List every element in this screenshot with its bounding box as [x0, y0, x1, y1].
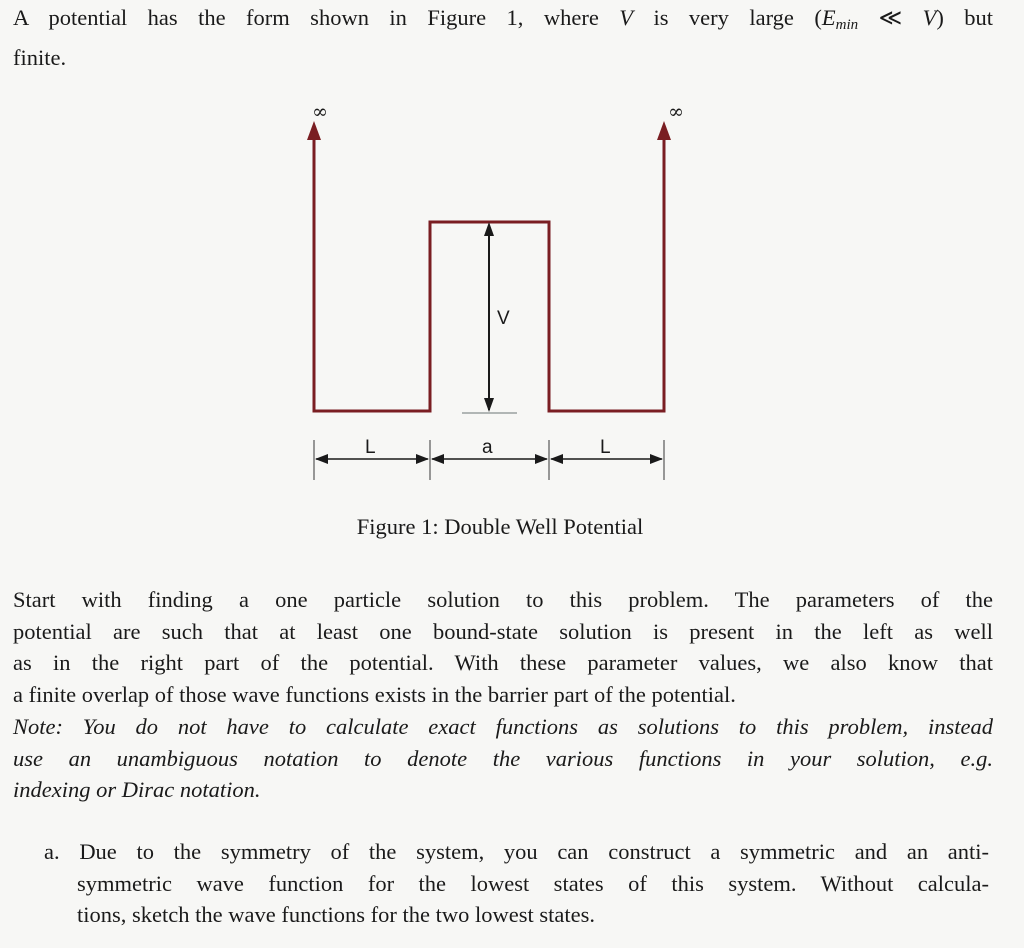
barrier-width-label: a: [482, 437, 493, 458]
dim-arrow-left-well-head-left: [315, 454, 328, 464]
infinity-left-label: ∞: [312, 101, 328, 123]
barrier-arrow-top-head: [484, 222, 494, 236]
question-a-line: tions, sketch the wave functions for the two lowest states.: [77, 902, 596, 927]
intro-var-v: V: [619, 5, 634, 30]
dim-arrow-barrier-head-left: [431, 454, 444, 464]
intro-emin: E: [821, 5, 836, 30]
body-line: as in the right part of the potential. With these parameter values, we also know that: [13, 650, 993, 675]
barrier-arrow-bottom-head: [484, 398, 494, 412]
dim-arrow-right-well-head-left: [550, 454, 563, 464]
question-a-text: Due to the symmetry of the system, you can construct a symmetric and an anti-: [79, 839, 990, 864]
body-paragraph: [13, 584, 993, 710]
note-line: Note: You do not have to calculate exact functions as solutions to this problem, instead: [13, 714, 993, 739]
intro-text-start: A potential has the form shown in Figure 1, where: [13, 5, 599, 30]
body-line: a finite overlap of those wave functions exists in the barrier part of the potential.: [13, 681, 736, 707]
dim-arrow-left-well-head-right: [416, 454, 429, 464]
dim-arrow-barrier-head-right: [535, 454, 548, 464]
intro-emin-subscript: min: [835, 17, 859, 33]
intro-text-end: ) but: [936, 5, 994, 30]
body-line: potential are such that at least one bound-state solution is present in the left as well: [13, 618, 993, 644]
intro-text-mid: is very large (: [653, 5, 822, 30]
figure-caption: Figure 1: Double Well Potential: [356, 514, 644, 539]
question-a: [44, 836, 989, 931]
note-paragraph: [13, 711, 993, 806]
dim-arrow-right-well-head-right: [650, 454, 663, 464]
question-a-line-1: [44, 836, 989, 868]
question-a-marker: a.: [44, 839, 60, 864]
right-well-width-label: L: [600, 437, 611, 458]
intro-var-v2: V: [922, 5, 937, 30]
note-line: indexing or Dirac notation.: [13, 777, 261, 802]
body-line: Start with finding a one particle solution to this problem. The parameters of the: [13, 587, 993, 612]
question-a-line: symmetric wave function for the lowest states of this system. Without calcula-: [77, 870, 989, 896]
note-line: use an unambiguous notation to denote the various functions in your solution, e.g.: [13, 745, 993, 771]
right-wall-arrowhead: [657, 121, 671, 140]
left-well-width-label: L: [365, 437, 376, 458]
left-wall-arrowhead: [307, 121, 321, 140]
infinity-right-label: ∞: [668, 101, 684, 123]
barrier-height-label: V: [497, 308, 510, 329]
intro-line-2: finite.: [13, 44, 67, 70]
intro-much-less: ≪: [878, 5, 903, 30]
